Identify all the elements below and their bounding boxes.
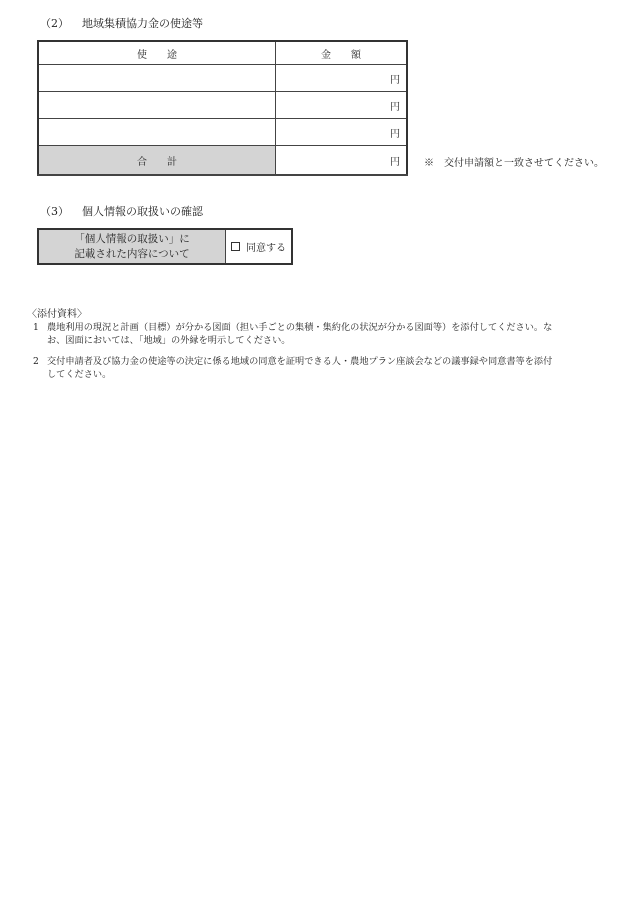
attachment-line1: 交付申請者及び協力金の使途等の決定に係る地域の同意を証明できる人・農地プラン座談会などの議事録や同意書等を添付 [47,356,553,367]
yen-unit: 円 [390,128,400,140]
yen-unit: 円 [390,74,400,86]
table-row [38,119,407,146]
total-amount-cell[interactable] [276,146,408,176]
section-2-title-text: 地域集積協力金の使途等 [82,17,203,30]
section-3-title-text: 個人情報の取扱いの確認 [82,205,203,218]
attachment-line2: お、図面においては、「地域」の外縁を明示してください。 [47,335,291,346]
usage-cell[interactable] [38,119,276,146]
agree-label: 同意する [246,243,286,254]
attachment-line1: 農地利用の現況と計画（目標）が分かる図面（担い手ごとの集積・集約化の状況が分かる図面等）を添付してください。な [47,322,553,333]
section-2-title [40,15,203,31]
amount-cell[interactable] [276,92,408,119]
checkbox-icon[interactable] [231,242,240,251]
privacy-label-line1: 「個人情報の取扱い」に [74,232,190,245]
total-row [38,146,407,176]
table-header-row [38,41,407,65]
agree-checkbox-area[interactable] [226,230,291,263]
section-2-number: （2） [40,17,69,30]
attachment-index: 2 [33,356,39,367]
attachment-line2: してください。 [47,369,112,380]
amount-cell[interactable] [276,119,408,146]
attachment-index: 1 [33,322,39,333]
amount-cell[interactable] [276,65,408,92]
total-note: ※ 交付申請額と一致させてください。 [424,158,604,169]
privacy-confirmation-box [37,228,293,265]
attachments-heading: 〈添付資料〉 [27,309,87,320]
section-3-title [40,203,203,219]
table-row [38,92,407,119]
header-amount: 金 額 [276,41,408,65]
usage-cell[interactable] [38,92,276,119]
yen-unit: 円 [390,101,400,113]
attachment-item [33,321,613,347]
table-row [38,65,407,92]
header-usage: 使 途 [38,41,276,65]
yen-unit: 円 [390,156,400,168]
privacy-label-line2: 記載された内容について [74,247,190,260]
section-3-number: （3） [40,205,69,218]
total-label: 合 計 [38,146,276,176]
usage-cell[interactable] [38,65,276,92]
privacy-label [39,230,226,263]
attachment-item [33,355,613,381]
usage-table [37,40,408,176]
